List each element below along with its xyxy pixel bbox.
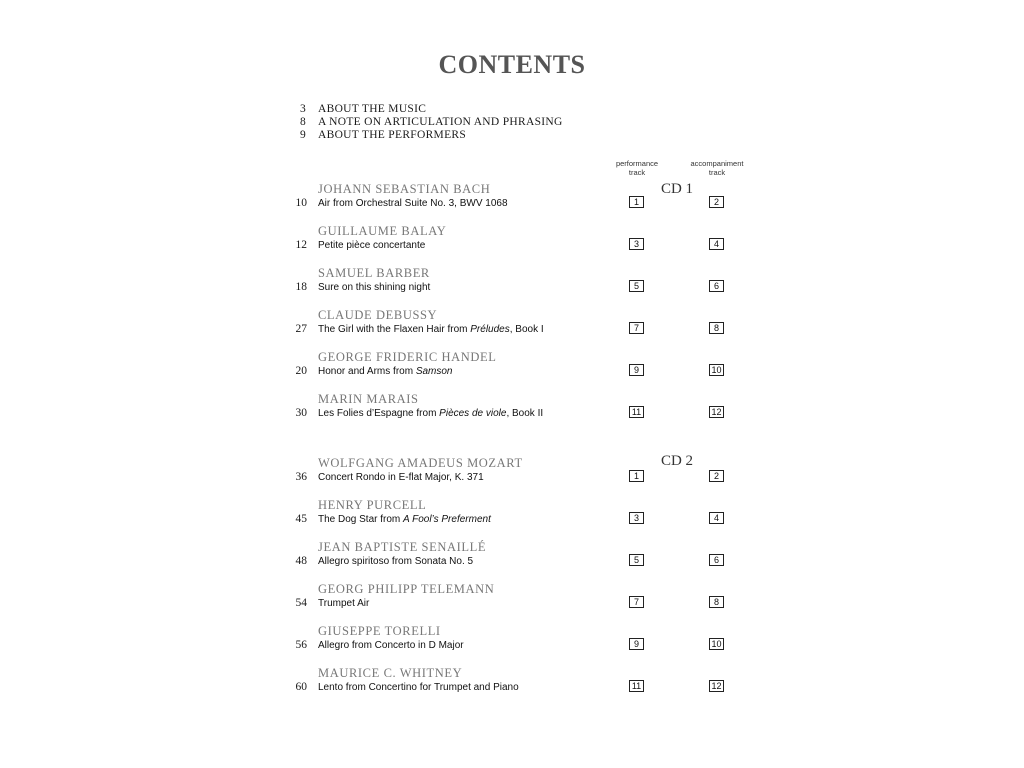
page-number: 54: [295, 597, 307, 609]
track-entry: [0, 266, 1024, 306]
page-number: 30: [295, 407, 307, 419]
page-number: 27: [295, 323, 307, 335]
track-entry: [0, 666, 1024, 706]
track-entry: [0, 224, 1024, 264]
track-entry: [0, 582, 1024, 622]
composer-name: MAURICE C. WHITNEY: [318, 666, 463, 680]
accompaniment-track-number: 10: [709, 638, 724, 650]
composer-name: SAMUEL BARBER: [318, 266, 430, 280]
work-title: Sure on this shining night: [318, 282, 431, 293]
performance-track-number: 11: [629, 680, 644, 692]
composer-name: HENRY PURCELL: [318, 498, 427, 512]
work-title: Honor and Arms from Samson: [318, 366, 453, 377]
accompaniment-track-number: 8: [709, 322, 724, 334]
accompaniment-track-number: 4: [709, 238, 724, 250]
performance-track-number: 3: [629, 512, 644, 524]
accompaniment-track-number: 12: [709, 406, 724, 418]
performance-track-number: 5: [629, 280, 644, 292]
performance-header-line1: performance: [615, 159, 659, 168]
accompaniment-track-number: 4: [709, 512, 724, 524]
page-number: 60: [295, 681, 307, 693]
accompaniment-track-number: 10: [709, 364, 724, 376]
work-title: Concert Rondo in E-flat Major, K. 371: [318, 472, 484, 483]
intro-page-number: 8: [299, 116, 306, 128]
composer-name: MARIN MARAIS: [318, 392, 419, 406]
intro-item-articulation: [290, 116, 563, 130]
intro-page-number: 9: [299, 129, 306, 141]
accompaniment-track-number: 6: [709, 280, 724, 292]
page-number: 18: [295, 281, 307, 293]
performance-track-number: 1: [629, 470, 644, 482]
work-title: The Dog Star from A Fool’s Preferment: [318, 514, 491, 525]
cd2-label: CD 2: [660, 453, 694, 469]
composer-name: JEAN BAPTISTE SENAILLÉ: [318, 540, 487, 554]
accompaniment-track-number: 2: [709, 470, 724, 482]
accompaniment-header-line1: accompaniment: [690, 159, 744, 168]
work-title: Petite pièce concertante: [318, 240, 426, 251]
intro-item-about-music: [290, 103, 426, 117]
composer-name: JOHANN SEBASTIAN BACH: [318, 182, 491, 196]
track-entry: [0, 350, 1024, 390]
page-number: 36: [295, 471, 307, 483]
performance-track-number: 9: [629, 638, 644, 650]
track-entry: [0, 392, 1024, 432]
track-entry: [0, 624, 1024, 664]
page-title: CONTENTS: [438, 50, 586, 79]
page-number: 45: [295, 513, 307, 525]
track-entry: [0, 308, 1024, 348]
work-title: Air from Orchestral Suite No. 3, BWV 1068: [318, 198, 508, 209]
track-entry: [0, 456, 1024, 496]
performance-track-number: 7: [629, 596, 644, 608]
track-entry: [0, 182, 1024, 222]
page-number: 10: [295, 197, 307, 209]
performance-track-number: 11: [629, 406, 644, 418]
composer-name: CLAUDE DEBUSSY: [318, 308, 438, 322]
composer-name: GEORG PHILIPP TELEMANN: [318, 582, 495, 596]
intro-text: ABOUT THE MUSIC: [318, 103, 427, 115]
work-title: Lento from Concertino for Trumpet and Piano: [318, 682, 519, 693]
accompaniment-track-number: 2: [709, 196, 724, 208]
accompaniment-header-line2: track: [708, 168, 726, 177]
composer-name: GUILLAUME BALAY: [318, 224, 447, 238]
intro-text: A NOTE ON ARTICULATION AND PHRASING: [318, 116, 563, 128]
performance-track-number: 3: [629, 238, 644, 250]
performance-track-number: 9: [629, 364, 644, 376]
performance-track-number: 7: [629, 322, 644, 334]
work-title: Allegro from Concerto in D Major: [318, 640, 464, 651]
intro-text: ABOUT THE PERFORMERS: [318, 129, 467, 141]
cd1-label: CD 1: [660, 181, 694, 197]
intro-page-number: 3: [299, 103, 306, 115]
performance-track-number: 1: [629, 196, 644, 208]
composer-name: WOLFGANG AMADEUS MOZART: [318, 456, 523, 470]
page-number: 56: [295, 639, 307, 651]
track-entry: [0, 540, 1024, 580]
composer-name: GEORGE FRIDERIC HANDEL: [318, 350, 497, 364]
work-title: Trumpet Air: [318, 598, 370, 609]
work-title: The Girl with the Flaxen Hair from Préludes, Book I: [318, 324, 544, 335]
track-entry: [0, 498, 1024, 538]
page-number: 48: [295, 555, 307, 567]
performance-track-number: 5: [629, 554, 644, 566]
performance-track-header: [597, 159, 677, 177]
performance-header-line2: track: [628, 168, 646, 177]
accompaniment-track-header: [677, 159, 757, 177]
work-title: Les Folies d’Espagne from Pièces de viole, Book II: [318, 408, 544, 419]
page-number: 20: [295, 365, 307, 377]
page-number: 12: [295, 239, 307, 251]
intro-item-performers: [290, 129, 466, 143]
accompaniment-track-number: 6: [709, 554, 724, 566]
accompaniment-track-number: 12: [709, 680, 724, 692]
work-title: Allegro spiritoso from Sonata No. 5: [318, 556, 474, 567]
accompaniment-track-number: 8: [709, 596, 724, 608]
composer-name: GIUSEPPE TORELLI: [318, 624, 441, 638]
